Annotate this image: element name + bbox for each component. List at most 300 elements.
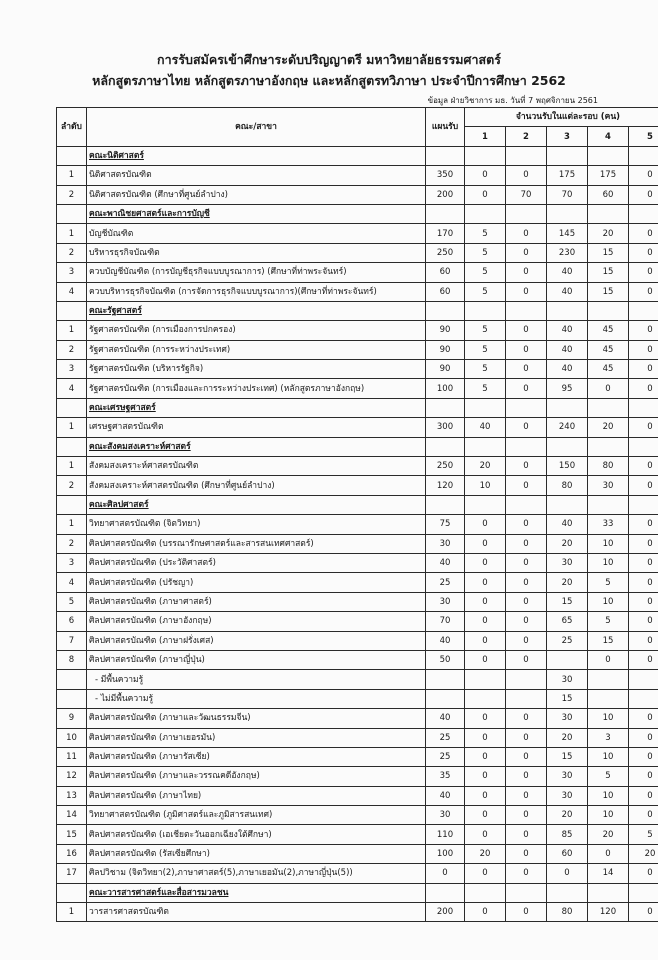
row-no: 2: [57, 476, 87, 495]
row-no: 11: [57, 747, 87, 766]
round-5-cell: 0: [629, 612, 658, 631]
round-4-cell: 10: [588, 747, 629, 766]
round-5-cell: 0: [629, 573, 658, 592]
round-1-cell: [465, 689, 506, 708]
faculty-row: [57, 301, 658, 320]
round-4-cell: 20: [588, 418, 629, 437]
round-1-cell: 0: [465, 515, 506, 534]
round-5-cell: 0: [629, 185, 658, 204]
sub-row: [57, 670, 658, 689]
round-5-cell: 0: [629, 534, 658, 553]
round-1-cell: 0: [465, 747, 506, 766]
round-5-cell: 0: [629, 767, 658, 786]
faculty-empty-cell: [465, 146, 506, 165]
table-row: [57, 379, 658, 398]
round-2-cell: 0: [506, 806, 547, 825]
round-1-cell: 5: [465, 379, 506, 398]
table-row: [57, 166, 658, 185]
round-2-cell: 0: [506, 612, 547, 631]
column-header-program: คณะ/สาขา: [87, 108, 426, 147]
round-1-cell: 5: [465, 224, 506, 243]
faculty-empty-cell: [629, 495, 658, 514]
row-no: 10: [57, 728, 87, 747]
round-4-cell: 10: [588, 534, 629, 553]
round-3-cell: 15: [547, 592, 588, 611]
table-row: [57, 806, 658, 825]
seats-cell: 110: [426, 825, 465, 844]
round-1-cell: 5: [465, 243, 506, 262]
row-no: 17: [57, 864, 87, 883]
table-row: [57, 747, 658, 766]
table-row: [57, 476, 658, 495]
round-5-cell: 0: [629, 592, 658, 611]
round-5-cell: 5: [629, 825, 658, 844]
table-row: [57, 321, 658, 340]
faculty-empty-cell: [588, 437, 629, 456]
round-3-cell: 175: [547, 166, 588, 185]
faculty-empty-cell: [426, 398, 465, 417]
faculty-name: คณะพาณิชยศาสตร์และการบัญชี: [87, 204, 426, 223]
round-1-cell: 0: [465, 864, 506, 883]
faculty-empty-cell: [465, 437, 506, 456]
round-3-cell: 15: [547, 689, 588, 708]
round-5-cell: 0: [629, 631, 658, 650]
round-5-cell: 0: [629, 360, 658, 379]
program-name: วิทยาศาสตรบัณฑิต (จิตวิทยา): [87, 515, 426, 534]
round-3-cell: 0: [547, 864, 588, 883]
row-no: 2: [57, 534, 87, 553]
faculty-name: คณะวารสารศาสตร์และสื่อสารมวลชน: [87, 883, 426, 902]
seats-cell: 200: [426, 903, 465, 922]
table-row: [57, 631, 658, 650]
program-name: - มีพื้นความรู้: [87, 670, 426, 689]
program-name: - ไม่มีพื้นความรู้: [87, 689, 426, 708]
seats-cell: [426, 670, 465, 689]
faculty-empty-cell: [506, 146, 547, 165]
round-2-cell: 0: [506, 321, 547, 340]
faculty-empty-cell: [547, 146, 588, 165]
column-header-round-1: 1: [465, 127, 506, 146]
seats-cell: 30: [426, 534, 465, 553]
round-5-cell: 0: [629, 263, 658, 282]
round-2-cell: [506, 689, 547, 708]
faculty-row: [57, 204, 658, 223]
faculty-empty-cell: [547, 495, 588, 514]
faculty-empty-cell: [426, 883, 465, 902]
round-1-cell: 0: [465, 806, 506, 825]
row-no: 12: [57, 767, 87, 786]
round-1-cell: 0: [465, 166, 506, 185]
round-5-cell: 0: [629, 709, 658, 728]
faculty-no-cell: [57, 398, 87, 417]
round-4-cell: [588, 689, 629, 708]
seats-cell: 90: [426, 340, 465, 359]
round-4-cell: 5: [588, 767, 629, 786]
round-2-cell: 0: [506, 631, 547, 650]
program-name: ศิลปศาสตรบัณฑิต (ปรัชญา): [87, 573, 426, 592]
faculty-empty-cell: [629, 883, 658, 902]
table-row: [57, 457, 658, 476]
table-row: [57, 553, 658, 572]
round-2-cell: [506, 670, 547, 689]
round-3-cell: 30: [547, 553, 588, 572]
faculty-no-cell: [57, 301, 87, 320]
round-1-cell: 5: [465, 340, 506, 359]
row-no: 5: [57, 592, 87, 611]
round-2-cell: 0: [506, 767, 547, 786]
table-row: [57, 844, 658, 863]
round-4-cell: 3: [588, 728, 629, 747]
program-name: ศิลปศาสตรบัณฑิต (เอเชียตะวันออกเฉียงใต้ศึกษา): [87, 825, 426, 844]
round-1-cell: 5: [465, 263, 506, 282]
faculty-no-cell: [57, 146, 87, 165]
program-name: ควบบัญชีบัณฑิต (การบัญชีธุรกิจแบบบูรณาการ) (ศึกษาที่ท่าพระจันทร์): [87, 263, 426, 282]
seats-cell: 350: [426, 166, 465, 185]
faculty-empty-cell: [426, 437, 465, 456]
round-5-cell: 0: [629, 786, 658, 805]
program-name: รัฐศาสตรบัณฑิต (การเมืองการปกครอง): [87, 321, 426, 340]
row-no: 1: [57, 515, 87, 534]
row-no: [57, 689, 87, 708]
faculty-empty-cell: [588, 883, 629, 902]
round-4-cell: 15: [588, 263, 629, 282]
round-5-cell: [629, 689, 658, 708]
round-5-cell: 0: [629, 321, 658, 340]
round-2-cell: 0: [506, 728, 547, 747]
table-row: [57, 534, 658, 553]
round-3-cell: 40: [547, 360, 588, 379]
faculty-empty-cell: [506, 398, 547, 417]
round-5-cell: 0: [629, 379, 658, 398]
faculty-empty-cell: [506, 204, 547, 223]
round-4-cell: 10: [588, 786, 629, 805]
table-row: [57, 573, 658, 592]
faculty-empty-cell: [426, 146, 465, 165]
round-5-cell: 0: [629, 553, 658, 572]
faculty-no-cell: [57, 883, 87, 902]
program-name: ศิลปศาสตรบัณฑิต (บรรณารักษศาสตร์และสารสนเทศศาสตร์): [87, 534, 426, 553]
program-name: เศรษฐศาสตรบัณฑิต: [87, 418, 426, 437]
round-5-cell: 0: [629, 457, 658, 476]
table-row: [57, 243, 658, 262]
row-no: 7: [57, 631, 87, 650]
round-4-cell: 80: [588, 457, 629, 476]
round-2-cell: 0: [506, 282, 547, 301]
document-title-line-1: การรับสมัครเข้าศึกษาระดับปริญญาตรี มหาวิทยาลัยธรรมศาสตร์: [157, 52, 501, 67]
faculty-empty-cell: [465, 301, 506, 320]
row-no: 13: [57, 786, 87, 805]
row-no: 15: [57, 825, 87, 844]
faculty-empty-cell: [426, 495, 465, 514]
round-4-cell: 15: [588, 282, 629, 301]
table-row: [57, 612, 658, 631]
faculty-no-cell: [57, 495, 87, 514]
round-1-cell: 0: [465, 631, 506, 650]
round-5-cell: 0: [629, 224, 658, 243]
faculty-empty-cell: [426, 204, 465, 223]
seats-cell: 300: [426, 418, 465, 437]
row-no: 3: [57, 263, 87, 282]
round-4-cell: 30: [588, 476, 629, 495]
seats-cell: 250: [426, 457, 465, 476]
round-3-cell: 20: [547, 573, 588, 592]
seats-cell: 40: [426, 786, 465, 805]
faculty-empty-cell: [588, 301, 629, 320]
faculty-empty-cell: [465, 204, 506, 223]
faculty-empty-cell: [547, 437, 588, 456]
table-row: [57, 224, 658, 243]
round-2-cell: 0: [506, 844, 547, 863]
round-4-cell: 60: [588, 185, 629, 204]
round-3-cell: 20: [547, 534, 588, 553]
faculty-empty-cell: [506, 301, 547, 320]
faculty-name: คณะเศรษฐศาสตร์: [87, 398, 426, 417]
round-4-cell: 10: [588, 709, 629, 728]
faculty-empty-cell: [629, 204, 658, 223]
seats-cell: 75: [426, 515, 465, 534]
round-1-cell: 0: [465, 825, 506, 844]
round-3-cell: 15: [547, 747, 588, 766]
faculty-row: [57, 437, 658, 456]
round-2-cell: 0: [506, 903, 547, 922]
table-row: [57, 340, 658, 359]
round-3-cell: 40: [547, 263, 588, 282]
round-1-cell: 0: [465, 903, 506, 922]
faculty-empty-cell: [547, 398, 588, 417]
round-4-cell: 15: [588, 243, 629, 262]
row-no: 4: [57, 282, 87, 301]
faculty-empty-cell: [547, 204, 588, 223]
table-row: [57, 360, 658, 379]
faculty-empty-cell: [426, 301, 465, 320]
round-3-cell: 30: [547, 709, 588, 728]
table-row: [57, 709, 658, 728]
table-row: [57, 592, 658, 611]
round-1-cell: 0: [465, 709, 506, 728]
program-name: ศิลปศาสตรบัณฑิต (ประวัติศาสตร์): [87, 553, 426, 572]
round-1-cell: 0: [465, 185, 506, 204]
faculty-no-cell: [57, 437, 87, 456]
table-row: [57, 515, 658, 534]
round-4-cell: 120: [588, 903, 629, 922]
faculty-row: [57, 398, 658, 417]
seats-cell: 200: [426, 185, 465, 204]
round-1-cell: 10: [465, 476, 506, 495]
round-4-cell: 175: [588, 166, 629, 185]
round-2-cell: 0: [506, 592, 547, 611]
round-4-cell: 15: [588, 631, 629, 650]
faculty-empty-cell: [629, 437, 658, 456]
table-row: [57, 767, 658, 786]
program-name: ศิลปศาสตรบัณฑิต (ภาษาศาสตร์): [87, 592, 426, 611]
faculty-row: [57, 883, 658, 902]
program-name: บัญชีบัณฑิต: [87, 224, 426, 243]
row-no: 14: [57, 806, 87, 825]
table-row: [57, 650, 658, 669]
seats-cell: 90: [426, 360, 465, 379]
program-name: วิทยาศาสตรบัณฑิต (ภูมิศาสตร์และภูมิสารสนเทศ): [87, 806, 426, 825]
column-header-seats: แผนรับ: [426, 108, 465, 147]
row-no: 6: [57, 612, 87, 631]
table-row: [57, 825, 658, 844]
round-5-cell: 0: [629, 728, 658, 747]
row-no: 16: [57, 844, 87, 863]
seats-cell: 40: [426, 631, 465, 650]
round-4-cell: 0: [588, 650, 629, 669]
round-3-cell: 230: [547, 243, 588, 262]
program-name: นิติศาสตรบัณฑิต: [87, 166, 426, 185]
round-3-cell: 30: [547, 670, 588, 689]
row-no: 1: [57, 166, 87, 185]
faculty-empty-cell: [506, 437, 547, 456]
column-header-round-2: 2: [506, 127, 547, 146]
round-2-cell: 0: [506, 360, 547, 379]
program-name: นิติศาสตรบัณฑิต (ศึกษาที่ศูนย์ลำปาง): [87, 185, 426, 204]
seats-cell: 25: [426, 728, 465, 747]
faculty-empty-cell: [588, 204, 629, 223]
round-4-cell: 45: [588, 360, 629, 379]
round-1-cell: 5: [465, 282, 506, 301]
round-4-cell: 20: [588, 224, 629, 243]
faculty-name: คณะนิติศาสตร์: [87, 146, 426, 165]
round-3-cell: 95: [547, 379, 588, 398]
round-4-cell: 10: [588, 806, 629, 825]
program-name: รัฐศาสตรบัณฑิต (การเมืองและการระหว่างประเทศ) (หลักสูตรภาษาอังกฤษ): [87, 379, 426, 398]
source-note: ข้อมูล ฝ่ายวิชาการ มธ. วันที่ 7 พฤศจิกายน 2561: [427, 96, 598, 105]
row-no: 3: [57, 360, 87, 379]
row-no: 1: [57, 903, 87, 922]
row-no: 4: [57, 379, 87, 398]
program-name: บริหารธุรกิจบัณฑิต: [87, 243, 426, 262]
round-3-cell: 40: [547, 515, 588, 534]
round-5-cell: 0: [629, 903, 658, 922]
faculty-empty-cell: [465, 495, 506, 514]
faculty-empty-cell: [506, 883, 547, 902]
program-name: ศิลปศาสตรบัณฑิต (ภาษาฝรั่งเศส): [87, 631, 426, 650]
faculty-name: คณะศิลปศาสตร์: [87, 495, 426, 514]
seats-cell: 250: [426, 243, 465, 262]
row-no: 1: [57, 224, 87, 243]
round-2-cell: 0: [506, 476, 547, 495]
round-3-cell: [547, 650, 588, 669]
faculty-empty-cell: [588, 146, 629, 165]
table-row: [57, 786, 658, 805]
faculty-empty-cell: [506, 495, 547, 514]
program-name: ศิลปศาสตรบัณฑิต (ภาษาและวรรณคดีอังกฤษ): [87, 767, 426, 786]
seats-cell: 0: [426, 864, 465, 883]
round-3-cell: 65: [547, 612, 588, 631]
seats-cell: 35: [426, 767, 465, 786]
round-5-cell: 0: [629, 418, 658, 437]
faculty-row: [57, 146, 658, 165]
round-5-cell: 20: [629, 844, 658, 863]
sub-row: [57, 689, 658, 708]
row-no: 8: [57, 650, 87, 669]
seats-cell: 100: [426, 844, 465, 863]
table-row: [57, 864, 658, 883]
faculty-name: คณะรัฐศาสตร์: [87, 301, 426, 320]
round-5-cell: 0: [629, 166, 658, 185]
table-row: [57, 185, 658, 204]
table-body: [57, 146, 658, 922]
row-no: 1: [57, 321, 87, 340]
faculty-empty-cell: [629, 398, 658, 417]
round-2-cell: 70: [506, 185, 547, 204]
faculty-empty-cell: [465, 398, 506, 417]
round-4-cell: 5: [588, 573, 629, 592]
round-3-cell: 30: [547, 786, 588, 805]
row-no: 2: [57, 340, 87, 359]
seats-cell: 40: [426, 553, 465, 572]
row-no: 1: [57, 457, 87, 476]
round-1-cell: 5: [465, 360, 506, 379]
round-4-cell: 0: [588, 844, 629, 863]
seats-cell: 100: [426, 379, 465, 398]
program-name: วารสารศาสตรบัณฑิต: [87, 903, 426, 922]
round-4-cell: 10: [588, 592, 629, 611]
row-no: 3: [57, 553, 87, 572]
row-no: 9: [57, 709, 87, 728]
table-row: [57, 728, 658, 747]
seats-cell: [426, 689, 465, 708]
round-1-cell: 0: [465, 553, 506, 572]
round-3-cell: 150: [547, 457, 588, 476]
round-2-cell: 0: [506, 418, 547, 437]
seats-cell: 60: [426, 263, 465, 282]
program-name: ศิลปศาสตรบัณฑิต (ภาษาเยอรมัน): [87, 728, 426, 747]
round-1-cell: 0: [465, 573, 506, 592]
table-row: [57, 282, 658, 301]
seats-cell: 25: [426, 573, 465, 592]
round-1-cell: 0: [465, 650, 506, 669]
round-3-cell: 80: [547, 476, 588, 495]
seats-cell: 40: [426, 709, 465, 728]
round-5-cell: 0: [629, 282, 658, 301]
column-header-rounds-group: จำนวนรับในแต่ละรอบ (คน): [465, 108, 658, 127]
program-name: ศิลปศาสตรบัณฑิต (ภาษาอังกฤษ): [87, 612, 426, 631]
faculty-empty-cell: [588, 495, 629, 514]
round-4-cell: 33: [588, 515, 629, 534]
round-3-cell: 25: [547, 631, 588, 650]
program-name: ควบบริหารธุรกิจบัณฑิต (การจัดการธุรกิจแบบบูรณาการ)(ศึกษาที่ท่าพระจันทร์): [87, 282, 426, 301]
program-name: ศิลปศาสตรบัณฑิต (ภาษารัสเซีย): [87, 747, 426, 766]
round-3-cell: 240: [547, 418, 588, 437]
round-2-cell: 0: [506, 166, 547, 185]
round-2-cell: 0: [506, 534, 547, 553]
round-2-cell: 0: [506, 224, 547, 243]
round-5-cell: 0: [629, 806, 658, 825]
program-name: ศิลปศาสตรบัณฑิต (ภาษาญี่ปุ่น): [87, 650, 426, 669]
column-header-round-3: 3: [547, 127, 588, 146]
row-no: 2: [57, 185, 87, 204]
row-no: [57, 670, 87, 689]
round-2-cell: 0: [506, 709, 547, 728]
round-1-cell: 0: [465, 612, 506, 631]
table-row: [57, 903, 658, 922]
seats-cell: 60: [426, 282, 465, 301]
round-1-cell: 40: [465, 418, 506, 437]
round-1-cell: 0: [465, 728, 506, 747]
column-header-round-4: 4: [588, 127, 629, 146]
seats-cell: 170: [426, 224, 465, 243]
round-3-cell: 40: [547, 282, 588, 301]
faculty-empty-cell: [547, 883, 588, 902]
round-2-cell: 0: [506, 786, 547, 805]
round-2-cell: 0: [506, 457, 547, 476]
round-3-cell: 60: [547, 844, 588, 863]
seats-cell: 30: [426, 806, 465, 825]
round-2-cell: 0: [506, 340, 547, 359]
